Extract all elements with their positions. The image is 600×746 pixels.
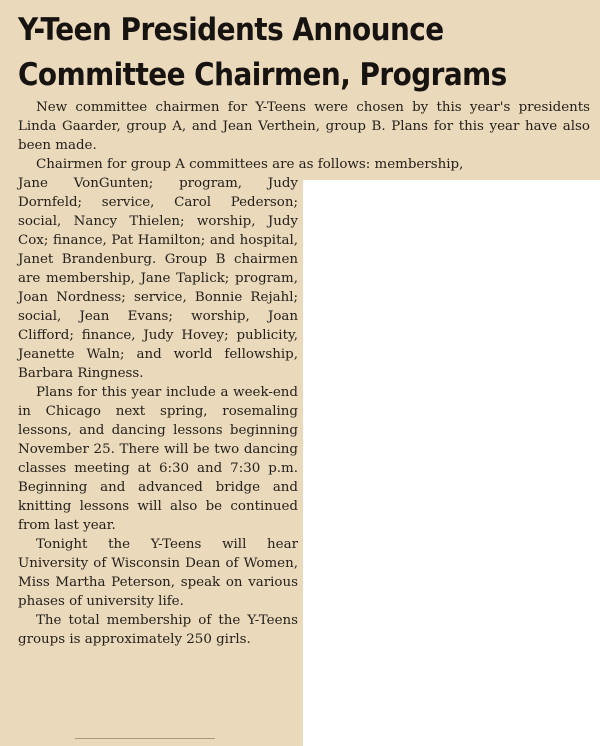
paragraph-group-a-lead: Chairmen for group A committees are as follows: membership, (36, 157, 464, 172)
paragraph-plans: Plans for this year include a week-end in Chicago next spring, rosemaling lessons, and dancing lessons beginning November 25. There will be two dancing classes meeting at 6:30 and 7:30 p.m. Beginning and advanced bridge and knitting lessons will also be continued from last year. (18, 385, 298, 533)
column-end-rule (75, 738, 215, 739)
article-column-text (18, 174, 298, 649)
headline (18, 8, 507, 98)
paragraph-chairmen-list: Jane VonGunten; program, Judy Dornfeld; service, Carol Pederson; social, Nancy Thielen; worship, Judy Cox; finance, Pat Hamilton; and hospital, Janet Brandenburg. Group B chairmen are membership, Jane Taplick; program, Joan Nordness; service, Bonnie Rejahl; social, Jean Evans; worship, Joan Clifford; finance, Judy Hovey; publicity, Jeanette Waln; and world fellowship, Barbara Ringness. (18, 176, 298, 381)
headline-line-2: Committee Chairmen, Programs (18, 57, 507, 93)
headline-line-1: Y-Teen Presidents Announce (18, 12, 444, 48)
paragraph-intro: New committee chairmen for Y-Teens were chosen by this year's presidents Linda Gaarder, group A, and Jean Verthein, group B. Plans for this year have also been made. (18, 100, 590, 153)
article-full-width-text (18, 98, 590, 174)
blank-cutout-area (303, 180, 600, 746)
paragraph-speaker: Tonight the Y-Teens will hear University of Wisconsin Dean of Women, Miss Martha Peterson, speak on various phases of university life. (18, 537, 298, 609)
paragraph-membership-total: The total membership of the Y-Teens groups is approximately 250 girls. (18, 613, 298, 647)
